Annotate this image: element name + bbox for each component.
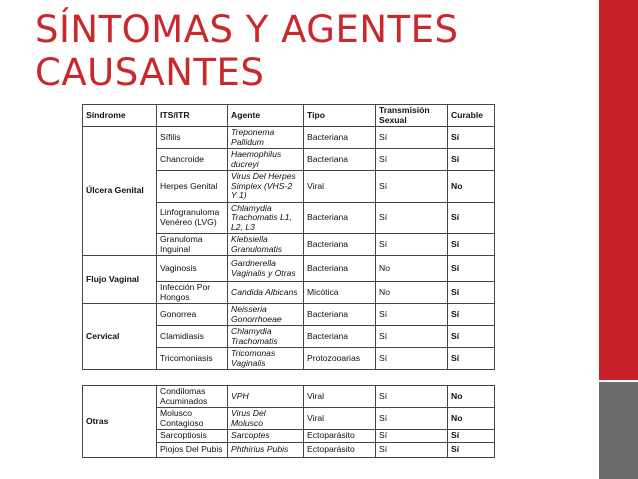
sexual-cell: Sí — [376, 127, 448, 149]
agent-cell: Sarcoptes — [228, 430, 304, 443]
type-cell: Bacteriana — [304, 256, 376, 282]
type-cell: Bacteriana — [304, 202, 376, 234]
curable-cell: Sí — [448, 256, 495, 282]
slide-title-line-1: SÍNTOMAS Y AGENTES — [35, 8, 459, 51]
table-spacer-cell — [83, 370, 495, 386]
type-cell: Bacteriana — [304, 149, 376, 171]
accent-bar-red — [599, 0, 638, 382]
sexual-cell: Sí — [376, 304, 448, 326]
slide-title-line-2: CAUSANTES — [35, 51, 265, 94]
its-cell: Linfogranuloma Venéreo (LVG) — [157, 202, 228, 234]
sexual-cell: Sí — [376, 348, 448, 370]
sexual-cell: No — [376, 282, 448, 304]
table-header-row — [83, 105, 495, 127]
its-cell: Sarcoptiosis — [157, 430, 228, 443]
its-cell: Gonorrea — [157, 304, 228, 326]
its-cell: Infección Por Hongos — [157, 282, 228, 304]
type-cell: Viral — [304, 171, 376, 203]
type-cell: Viral — [304, 408, 376, 430]
curable-cell: No — [448, 408, 495, 430]
sexual-cell: Sí — [376, 386, 448, 408]
sexual-cell: Sí — [376, 149, 448, 171]
type-cell: Viral — [304, 386, 376, 408]
sexual-cell: No — [376, 256, 448, 282]
sexual-cell: Sí — [376, 442, 448, 457]
curable-cell: Sí — [448, 304, 495, 326]
its-cell: Condilomas Acuminados — [157, 386, 228, 408]
sexual-cell: Sí — [376, 326, 448, 348]
curable-cell: Sí — [448, 442, 495, 457]
header-tipo: Tipo — [304, 105, 376, 127]
sexual-cell: Sí — [376, 234, 448, 256]
sti-table — [82, 104, 495, 458]
curable-cell: Sí — [448, 234, 495, 256]
syndrome-cell: Otras — [83, 386, 157, 458]
syndrome-cell: Cervical — [83, 304, 157, 370]
type-cell: Bacteriana — [304, 234, 376, 256]
curable-cell: Sí — [448, 282, 495, 304]
type-cell: Ectoparásito — [304, 442, 376, 457]
header-agente: Agente — [228, 105, 304, 127]
agent-cell: Tricomonas Vaginalis — [228, 348, 304, 370]
header-transmision: Transmisión Sexual — [376, 105, 448, 127]
table-row — [83, 127, 495, 149]
header-sindrome: Síndrome — [83, 105, 157, 127]
type-cell: Bacteriana — [304, 127, 376, 149]
curable-cell: Sí — [448, 430, 495, 443]
accent-bar-gray — [599, 382, 638, 479]
table-row — [83, 386, 495, 408]
curable-cell: Sí — [448, 202, 495, 234]
curable-cell: Sí — [448, 348, 495, 370]
table-row — [83, 256, 495, 282]
header-its: ITS/ITR — [157, 105, 228, 127]
agent-cell: Virus Del Herpes Simplex (VHS-2 Y 1) — [228, 171, 304, 203]
curable-cell: No — [448, 171, 495, 203]
its-cell: Granuloma Inguinal — [157, 234, 228, 256]
slide-title — [35, 8, 459, 94]
agent-cell: Neisseria Gonorrhoeae — [228, 304, 304, 326]
agent-cell: Chlamydia Trachomatis L1, L2, L3 — [228, 202, 304, 234]
curable-cell: Sí — [448, 127, 495, 149]
agent-cell: VPH — [228, 386, 304, 408]
curable-cell: Sí — [448, 149, 495, 171]
its-cell: Molusco Contagioso — [157, 408, 228, 430]
its-cell: Vaginosis — [157, 256, 228, 282]
agent-cell: Chlamydia Trachomatis — [228, 326, 304, 348]
curable-cell: No — [448, 386, 495, 408]
type-cell: Bacteriana — [304, 326, 376, 348]
its-cell: Chancroide — [157, 149, 228, 171]
agent-cell: Candida Albicans — [228, 282, 304, 304]
curable-cell: Sí — [448, 326, 495, 348]
header-curable: Curable — [448, 105, 495, 127]
type-cell: Ectoparásito — [304, 430, 376, 443]
syndrome-cell: Flujo Vaginal — [83, 256, 157, 304]
its-cell: Clamidiasis — [157, 326, 228, 348]
sexual-cell: Sí — [376, 408, 448, 430]
sexual-cell: Sí — [376, 171, 448, 203]
agent-cell: Klebsiella Granulomatis — [228, 234, 304, 256]
agent-cell: Treponema Pallidum — [228, 127, 304, 149]
table-spacer-row — [83, 370, 495, 386]
sexual-cell: Sí — [376, 202, 448, 234]
sexual-cell: Sí — [376, 430, 448, 443]
its-cell: Sífilis — [157, 127, 228, 149]
type-cell: Bacteriana — [304, 304, 376, 326]
table-body — [83, 127, 495, 458]
type-cell: Protozooarias — [304, 348, 376, 370]
type-cell: Micótica — [304, 282, 376, 304]
syndrome-cell: Úlcera Genital — [83, 127, 157, 256]
table-row — [83, 304, 495, 326]
agent-cell: Haemophilus ducreyi — [228, 149, 304, 171]
agent-cell: Virus Del Molusco — [228, 408, 304, 430]
agent-cell: Gardnerella Vaginalis y Otras — [228, 256, 304, 282]
its-cell: Tricomoniasis — [157, 348, 228, 370]
its-cell: Piojos Del Pubis — [157, 442, 228, 457]
agent-cell: Phthirius Pubis — [228, 442, 304, 457]
its-cell: Herpes Genital — [157, 171, 228, 203]
